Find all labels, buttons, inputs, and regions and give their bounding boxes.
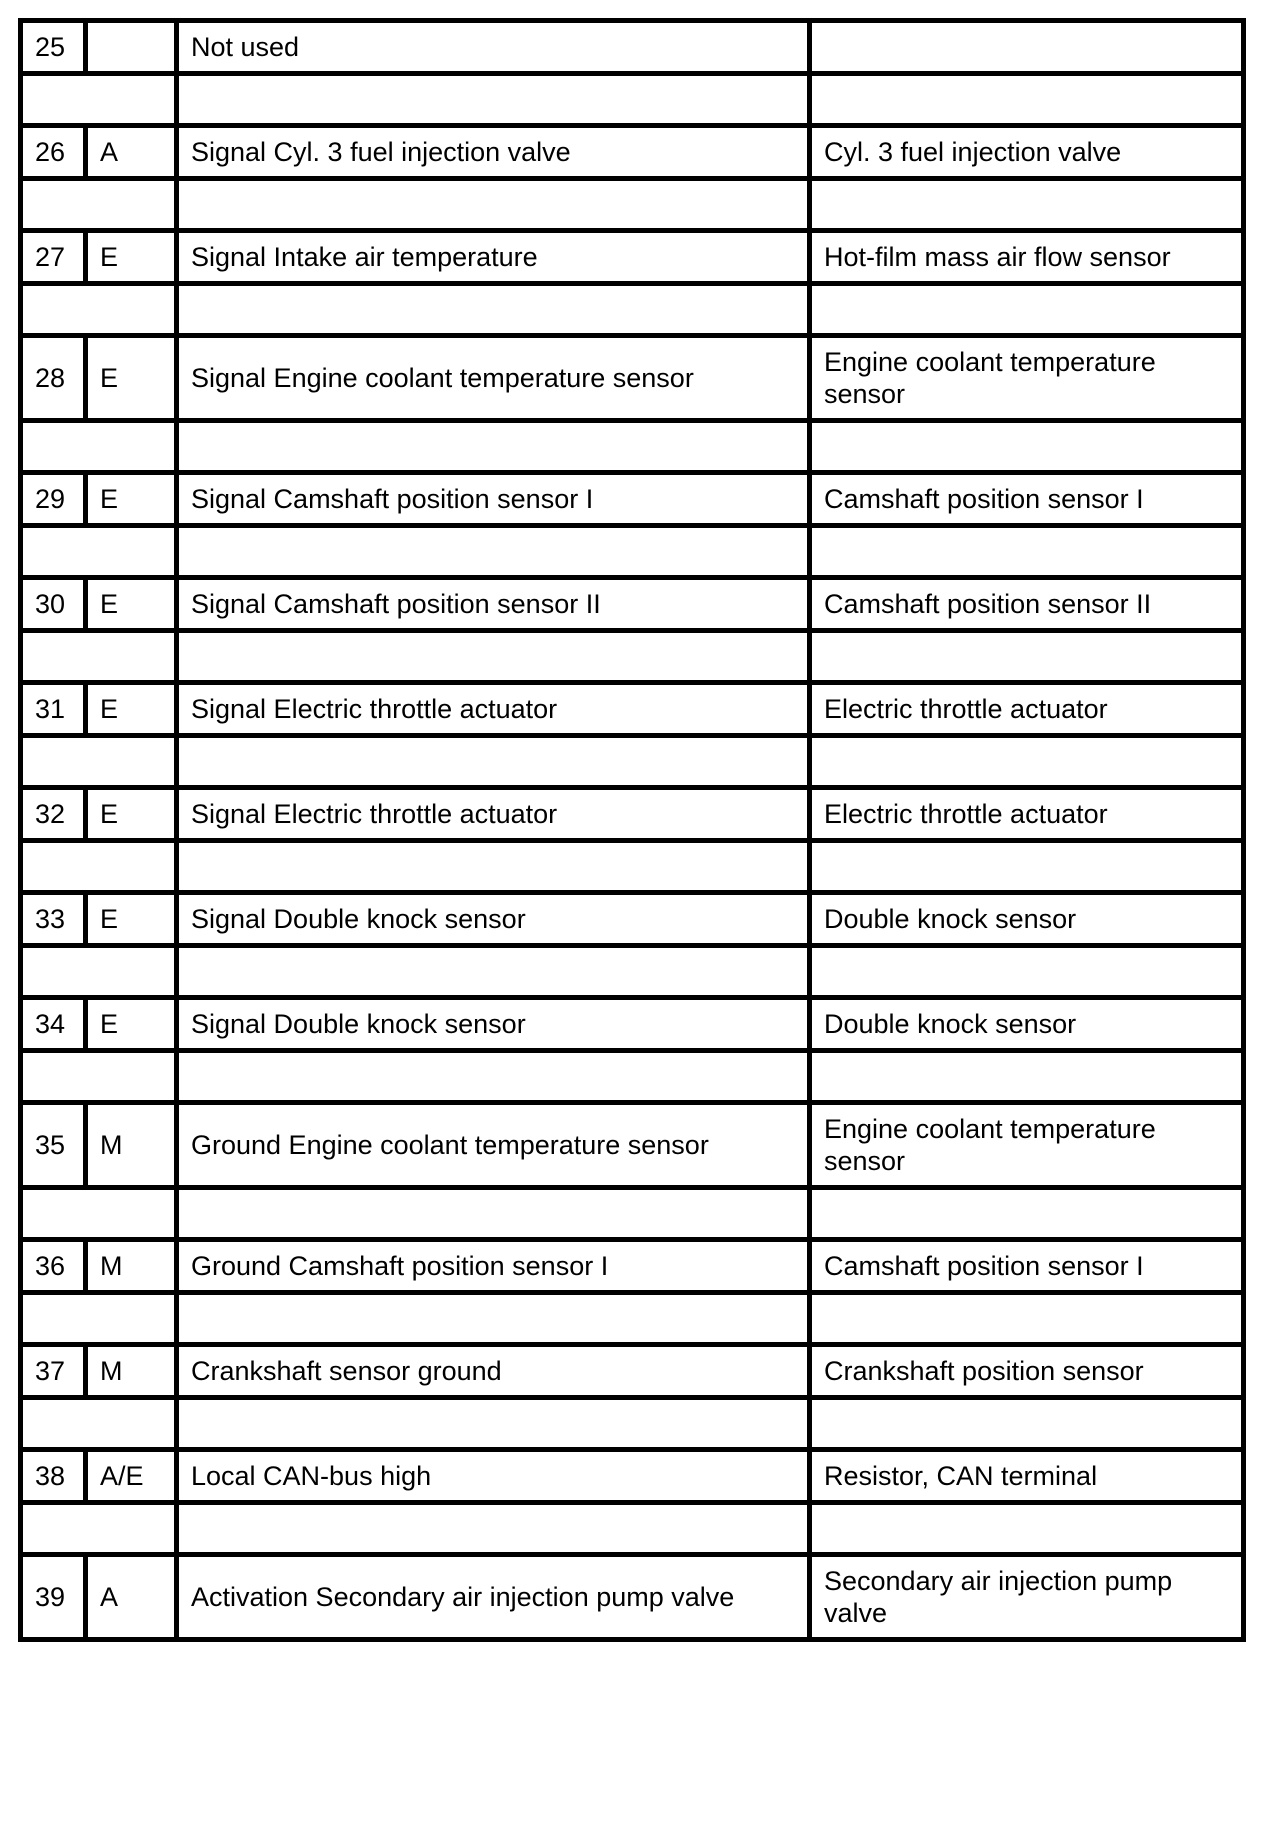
component-cell: Camshaft position sensor II [810,578,1244,631]
signal-type-cell: E [86,998,177,1051]
component-cell: Camshaft position sensor I [810,1240,1244,1293]
spacer-cell [177,1503,810,1555]
signal-type-cell: A/E [86,1450,177,1503]
spacer-cell [810,841,1244,893]
component-cell: Resistor, CAN terminal [810,1450,1244,1503]
spacer-cell [177,1051,810,1103]
description-cell: Signal Electric throttle actuator [177,683,810,736]
spacer-cell [177,421,810,473]
pin-number-cell: 38 [21,1450,86,1503]
spacer-cell [810,284,1244,336]
table-row [21,231,1244,284]
table-row [21,1555,1244,1640]
component-cell: Hot-film mass air flow sensor [810,231,1244,284]
pin-number-cell: 27 [21,231,86,284]
pin-number-cell: 28 [21,336,86,421]
signal-type-cell: E [86,231,177,284]
pin-number-cell: 37 [21,1345,86,1398]
signal-type-cell: E [86,336,177,421]
table-row [21,998,1244,1051]
spacer-row [21,631,1244,683]
pin-number-cell: 35 [21,1103,86,1188]
pin-number-cell: 31 [21,683,86,736]
description-cell: Signal Double knock sensor [177,893,810,946]
pin-number-cell: 39 [21,1555,86,1640]
signal-type-cell: A [86,126,177,179]
spacer-row [21,1051,1244,1103]
component-cell: Double knock sensor [810,998,1244,1051]
spacer-cell [21,736,177,788]
description-cell: Signal Double knock sensor [177,998,810,1051]
signal-type-cell: E [86,578,177,631]
table-row [21,126,1244,179]
pin-number-cell: 25 [21,21,86,74]
spacer-cell [810,1503,1244,1555]
spacer-row [21,1398,1244,1450]
spacer-row [21,284,1244,336]
spacer-cell [21,526,177,578]
signal-type-cell: M [86,1103,177,1188]
spacer-row [21,74,1244,126]
component-cell: Engine coolant temperature sensor [810,1103,1244,1188]
table-row [21,683,1244,736]
component-cell: Cyl. 3 fuel injection valve [810,126,1244,179]
table-row [21,788,1244,841]
table-row [21,473,1244,526]
pin-number-cell: 32 [21,788,86,841]
spacer-cell [810,736,1244,788]
signal-type-cell: E [86,473,177,526]
spacer-cell [177,736,810,788]
spacer-cell [177,1293,810,1345]
pin-number-cell: 29 [21,473,86,526]
signal-type-cell: M [86,1240,177,1293]
description-cell: Ground Engine coolant temperature sensor [177,1103,810,1188]
spacer-cell [810,1293,1244,1345]
component-cell: Camshaft position sensor I [810,473,1244,526]
description-cell: Crankshaft sensor ground [177,1345,810,1398]
spacer-cell [21,284,177,336]
description-cell: Signal Cyl. 3 fuel injection valve [177,126,810,179]
table-row [21,21,1244,74]
spacer-cell [810,946,1244,998]
signal-type-cell: E [86,893,177,946]
table-row [21,1450,1244,1503]
spacer-row [21,1503,1244,1555]
spacer-cell [21,841,177,893]
spacer-row [21,526,1244,578]
pin-number-cell: 34 [21,998,86,1051]
signal-type-cell: E [86,788,177,841]
spacer-cell [810,1188,1244,1240]
table-row [21,578,1244,631]
spacer-row [21,421,1244,473]
pin-assignment-table [18,18,1246,1642]
description-cell: Signal Camshaft position sensor II [177,578,810,631]
component-cell [810,21,1244,74]
spacer-cell [177,179,810,231]
component-cell: Double knock sensor [810,893,1244,946]
spacer-cell [177,1398,810,1450]
spacer-row [21,736,1244,788]
spacer-row [21,841,1244,893]
spacer-row [21,1293,1244,1345]
component-cell: Electric throttle actuator [810,683,1244,736]
description-cell: Ground Camshaft position sensor I [177,1240,810,1293]
spacer-cell [21,421,177,473]
spacer-cell [177,284,810,336]
table-row [21,1240,1244,1293]
spacer-cell [177,1188,810,1240]
spacer-row [21,1188,1244,1240]
spacer-cell [21,74,177,126]
spacer-cell [810,631,1244,683]
spacer-cell [21,946,177,998]
signal-type-cell [86,21,177,74]
spacer-cell [810,74,1244,126]
spacer-cell [177,526,810,578]
table-row [21,336,1244,421]
spacer-cell [21,1051,177,1103]
spacer-cell [21,631,177,683]
description-cell: Signal Engine coolant temperature sensor [177,336,810,421]
description-cell: Signal Camshaft position sensor I [177,473,810,526]
spacer-cell [810,526,1244,578]
pin-number-cell: 30 [21,578,86,631]
spacer-cell [21,1293,177,1345]
spacer-row [21,946,1244,998]
table-row [21,1345,1244,1398]
component-cell: Crankshaft position sensor [810,1345,1244,1398]
component-cell: Secondary air injection pump valve [810,1555,1244,1640]
spacer-cell [177,631,810,683]
spacer-row [21,179,1244,231]
signal-type-cell: A [86,1555,177,1640]
spacer-cell [21,1398,177,1450]
pin-number-cell: 33 [21,893,86,946]
spacer-cell [177,841,810,893]
component-cell: Engine coolant temperature sensor [810,336,1244,421]
description-cell: Signal Intake air temperature [177,231,810,284]
spacer-cell [21,1188,177,1240]
pin-number-cell: 36 [21,1240,86,1293]
description-cell: Not used [177,21,810,74]
spacer-cell [810,421,1244,473]
description-cell: Signal Electric throttle actuator [177,788,810,841]
spacer-cell [177,946,810,998]
spacer-cell [810,179,1244,231]
spacer-cell [21,1503,177,1555]
signal-type-cell: M [86,1345,177,1398]
spacer-cell [21,179,177,231]
component-cell: Electric throttle actuator [810,788,1244,841]
spacer-cell [810,1051,1244,1103]
spacer-cell [810,1398,1244,1450]
spacer-cell [177,74,810,126]
pin-number-cell: 26 [21,126,86,179]
description-cell: Activation Secondary air injection pump valve [177,1555,810,1640]
signal-type-cell: E [86,683,177,736]
description-cell: Local CAN-bus high [177,1450,810,1503]
table-row [21,893,1244,946]
table-row [21,1103,1244,1188]
